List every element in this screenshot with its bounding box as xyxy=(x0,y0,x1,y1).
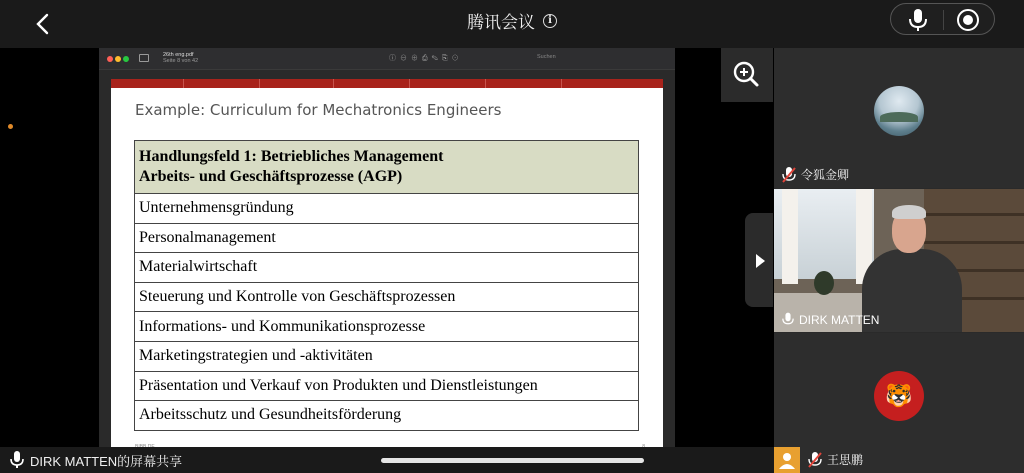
table-row xyxy=(135,341,639,371)
table-cell: Marketingstrategien und -aktivitäten xyxy=(135,341,639,371)
avatar xyxy=(874,86,924,136)
table-row xyxy=(135,401,639,431)
pdf-file-name: 26th eng.pdf xyxy=(163,52,194,58)
table-row xyxy=(135,371,639,401)
play-arrow-icon xyxy=(756,254,765,268)
microphone-icon xyxy=(907,8,929,32)
table-row xyxy=(135,223,639,253)
slide-header-bar xyxy=(111,79,663,88)
top-bar xyxy=(0,0,1024,48)
avatar: 🐯 xyxy=(874,371,924,421)
table-row xyxy=(135,253,639,283)
participant-video-tile[interactable] xyxy=(774,189,1024,332)
video-person-hair xyxy=(892,205,926,219)
table-cell: Steuerung und Kontrolle von Geschäftsprozessen xyxy=(135,282,639,312)
meeting-title: 腾讯会议 xyxy=(467,13,535,32)
pdf-tool-icons: ⓘ⊖⊕⎙✎⎘⊙ xyxy=(389,55,463,62)
share-label: DIRK MATTEN的屏幕共享 xyxy=(30,454,183,469)
microphone-button[interactable] xyxy=(907,8,929,32)
table-row xyxy=(135,312,639,342)
participant-name-row xyxy=(782,312,879,327)
toggle-panel-button[interactable] xyxy=(745,213,773,307)
participants-panel xyxy=(774,48,1024,473)
video-curtain xyxy=(782,189,798,284)
video-plant xyxy=(814,271,834,295)
home-indicator[interactable] xyxy=(381,458,644,463)
close-window-dot xyxy=(107,56,113,62)
table-row xyxy=(135,282,639,312)
table-header-line: Arbeits- und Geschäftsprozesse (AGP) xyxy=(139,168,403,185)
table-header-row xyxy=(135,141,639,194)
divider xyxy=(943,10,944,30)
minimize-window-dot xyxy=(115,56,121,62)
maximize-window-dot xyxy=(123,56,129,62)
zoom-in-icon xyxy=(721,48,773,102)
info-icon[interactable]: i xyxy=(543,14,557,28)
curriculum-table xyxy=(134,140,639,431)
table-header-cell xyxy=(135,141,639,194)
user-avatar-icon xyxy=(774,447,800,473)
table-cell: Arbeitsschutz und Gesundheitsförderung xyxy=(135,401,639,431)
shared-screen xyxy=(99,48,675,453)
pdf-viewer-toolbar xyxy=(99,48,675,70)
pdf-file-info xyxy=(163,52,198,64)
table-cell: Materialwirtschaft xyxy=(135,253,639,283)
status-dot xyxy=(8,124,13,129)
participant-name-row xyxy=(808,451,863,468)
table-cell: Informations- und Kommunikationsprozesse xyxy=(135,312,639,342)
zoom-button[interactable] xyxy=(721,48,773,102)
meeting-title-wrap xyxy=(0,8,1024,33)
slide-page xyxy=(111,79,663,453)
table-cell: Personalmanagement xyxy=(135,223,639,253)
table-cell: Präsentation und Verkauf von Produkten und Dienstleistungen xyxy=(135,371,639,401)
sidebar-toggle-icon xyxy=(139,54,149,62)
participant-tile[interactable] xyxy=(774,333,1024,473)
table-header-line: Handlungsfeld 1: Betriebliches Management xyxy=(139,148,444,165)
participant-name: 令狐金卿 xyxy=(801,168,850,182)
microphone-icon xyxy=(782,312,794,327)
table-cell: Unternehmensgründung xyxy=(135,194,639,224)
table-row xyxy=(135,194,639,224)
muted-microphone-icon xyxy=(782,167,796,183)
audio-record-controls xyxy=(890,3,995,35)
participant-name-row xyxy=(782,166,849,183)
participant-name: DIRK MATTEN xyxy=(799,312,880,327)
muted-microphone-icon xyxy=(808,452,822,468)
share-status-bar xyxy=(0,447,774,473)
participant-name: 王思鹏 xyxy=(827,453,864,467)
pdf-page-info: Seite 8 von 42 xyxy=(163,58,199,64)
record-button[interactable] xyxy=(957,9,979,31)
slide-title: Example: Curriculum for Mechatronics Engineers xyxy=(135,101,502,119)
pdf-search-field: Suchen xyxy=(537,54,556,60)
microphone-icon xyxy=(10,451,24,469)
participant-tile[interactable] xyxy=(774,48,1024,188)
